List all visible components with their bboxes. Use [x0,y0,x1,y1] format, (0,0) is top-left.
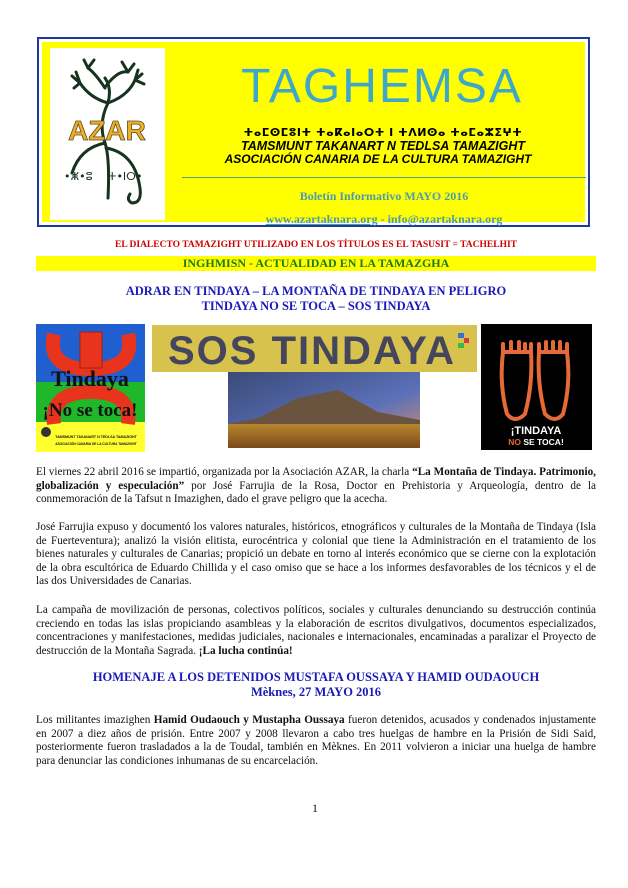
article2-p1-text-b: fueron detenidos, acusados y condenados injustamente en 2007 a diez años de prisión. Entre 2007 y 2008 llevaron a cabo tres huelgas de hambre en la Prisión de Sidi Said, posteriormente fueron trasladados a la de Toudal, también en Mèknes. En 2011 volvieron a iniciar una huelga de hambre para denunciar las condiciones inhumanas de su encarcelación. [36,714,596,767]
org-name-tamazight: TAMSMUNT TAKANART N TEDLSA TAMAZIGHT [241,139,525,153]
dialect-note: EL DIALECTO TAMAZIGHT UTILIZADO EN LOS TÍTULOS ES EL TASUSIT = TACHELHIT [114,240,517,250]
article2-headline-line1: HOMENAJE A LOS DETENIDOS MUSTAFA OUSSAYA Y HAMID OUDAOUCH [92,670,540,684]
poster-right-se-toca: SE TOCA! [520,437,564,447]
article2-p1-text-a: Los militantes imazighen [36,714,154,726]
banner-text: SOS TINDAYA [167,329,457,372]
article2-paragraph1 [36,714,596,768]
org-name-spanish: ASOCIACIÓN CANARIA DE LA CULTURA TAMAZIGHT [224,152,532,166]
poster-left-footer1: TAMSMUNT TAKANART N TEDLSA TAMAZIGHT [55,435,137,439]
email-link[interactable]: info@azartaknara.org [387,212,503,226]
detainee-names: Hamid Oudaouch y Mustapha Oussaya [153,714,345,726]
poster-right-line2 [508,437,564,447]
article1-p1-text-a: El viernes 22 abril 2016 se impartió, organizada por la Asociación AZAR, la charla [36,466,413,478]
article1-headline-line2: TINDAYA NO SE TOCA – SOS TINDAYA [201,299,431,313]
poster-left-line1: Tindaya [51,366,129,391]
sos-tindaya-banner [152,325,477,372]
svg-text:ⵜ•ⵏⵔ•: ⵜ•ⵏⵔ• [108,170,143,183]
bulletin-subtitle: Boletín Informativo MAYO 2016 [299,189,469,203]
article1-p1-text-b: por José Farrujia de la Rosa, Doctor en Prehistoria y Arqueología, dentro de la conmemoración de la Tafsut n Imazighen, dado el grave peligro que la acecha. [36,479,596,505]
header-yellow-panel [42,42,585,226]
section-title: INGHMISN - ACTUALIDAD EN LA TAMAZGHA [36,256,596,271]
talk-title: “La Montaña de Tindaya. Patrimonio, globalización y especulación” [36,466,596,492]
closing-slogan: ¡La lucha continúa! [198,644,293,657]
article1-p3-text: La campaña de movilización de personas, colectivos políticos, sociales y culturales denunciando su destrucción continúa creciendo en todas las islas propiciando asambleas y la elaboración de escritos divulgativos, documentos especializados, concentraciones y manifestaciones, medidas judiciales, nacionales e internacionales, encaminadas a paralizar el Proyecto de destrucción de la Montaña Sagrada. [36,604,596,657]
newsletter-title: TAGHEMSA [241,60,523,113]
poster-left-footer2: ASOCIACIÓN CANARIA DE LA CULTURA TAMAZIGHT [55,442,137,446]
link-separator: - [377,212,388,226]
contact-links [182,212,586,227]
logo-text: AZAR [68,115,146,146]
poster-right-no: NO [508,437,521,447]
article1-paragraph2: José Farrujia expuso y documentó los valores naturales, históricos, etnográficos y culturales de la Montaña de Tindaya (Isla de Fuerteventura); analizó la visión elitista, eurocéntrica y colonial que tiene la Administración en el tratamiento de los bienes naturales y culturales de Canarias; propició un debate en torno al interés económico que se cierne con la explotación de la obra escultórica de Eduardo Chillida y el caso omiso que se hace a los informes desfavorables de los técnicos y el de las dos Universidades de Canarias. [36,521,596,587]
newsletter-header [37,37,590,227]
svg-text:•ⵥ•ⵓ: •ⵥ•ⵓ [64,170,93,183]
tindaya-footprints-poster [481,324,592,450]
page-number: 1 [312,801,318,815]
header-divider [182,177,586,178]
article1-headline-line1: ADRAR EN TINDAYA – LA MONTAÑA DE TINDAYA EN PELIGRO [125,284,507,298]
azar-logo-icon [50,48,165,220]
tifinagh-org-name: ⵜⴰⵎⵙⵎⵓⵏⵜ ⵜⴰⴽⴰⵏⴰⵔⵜ ⵏ ⵜⴷⵍⵙⴰ ⵜⴰⵎⴰⵣⵉⵖⵜ [243,126,523,139]
article1-paragraph1 [36,466,596,507]
poster-right-line1: ¡TINDAYA [510,425,562,437]
poster-left-line2: ¡No se toca! [42,400,138,421]
website-link[interactable]: www.azartaknara.org [265,212,378,226]
article1-paragraph3 [36,604,596,658]
tindaya-poster-left [36,324,145,452]
tindaya-mountain-photo [228,372,420,448]
article2-headline-line2: Mèknes, 27 MAYO 2016 [250,685,382,699]
azar-logo [50,48,165,220]
